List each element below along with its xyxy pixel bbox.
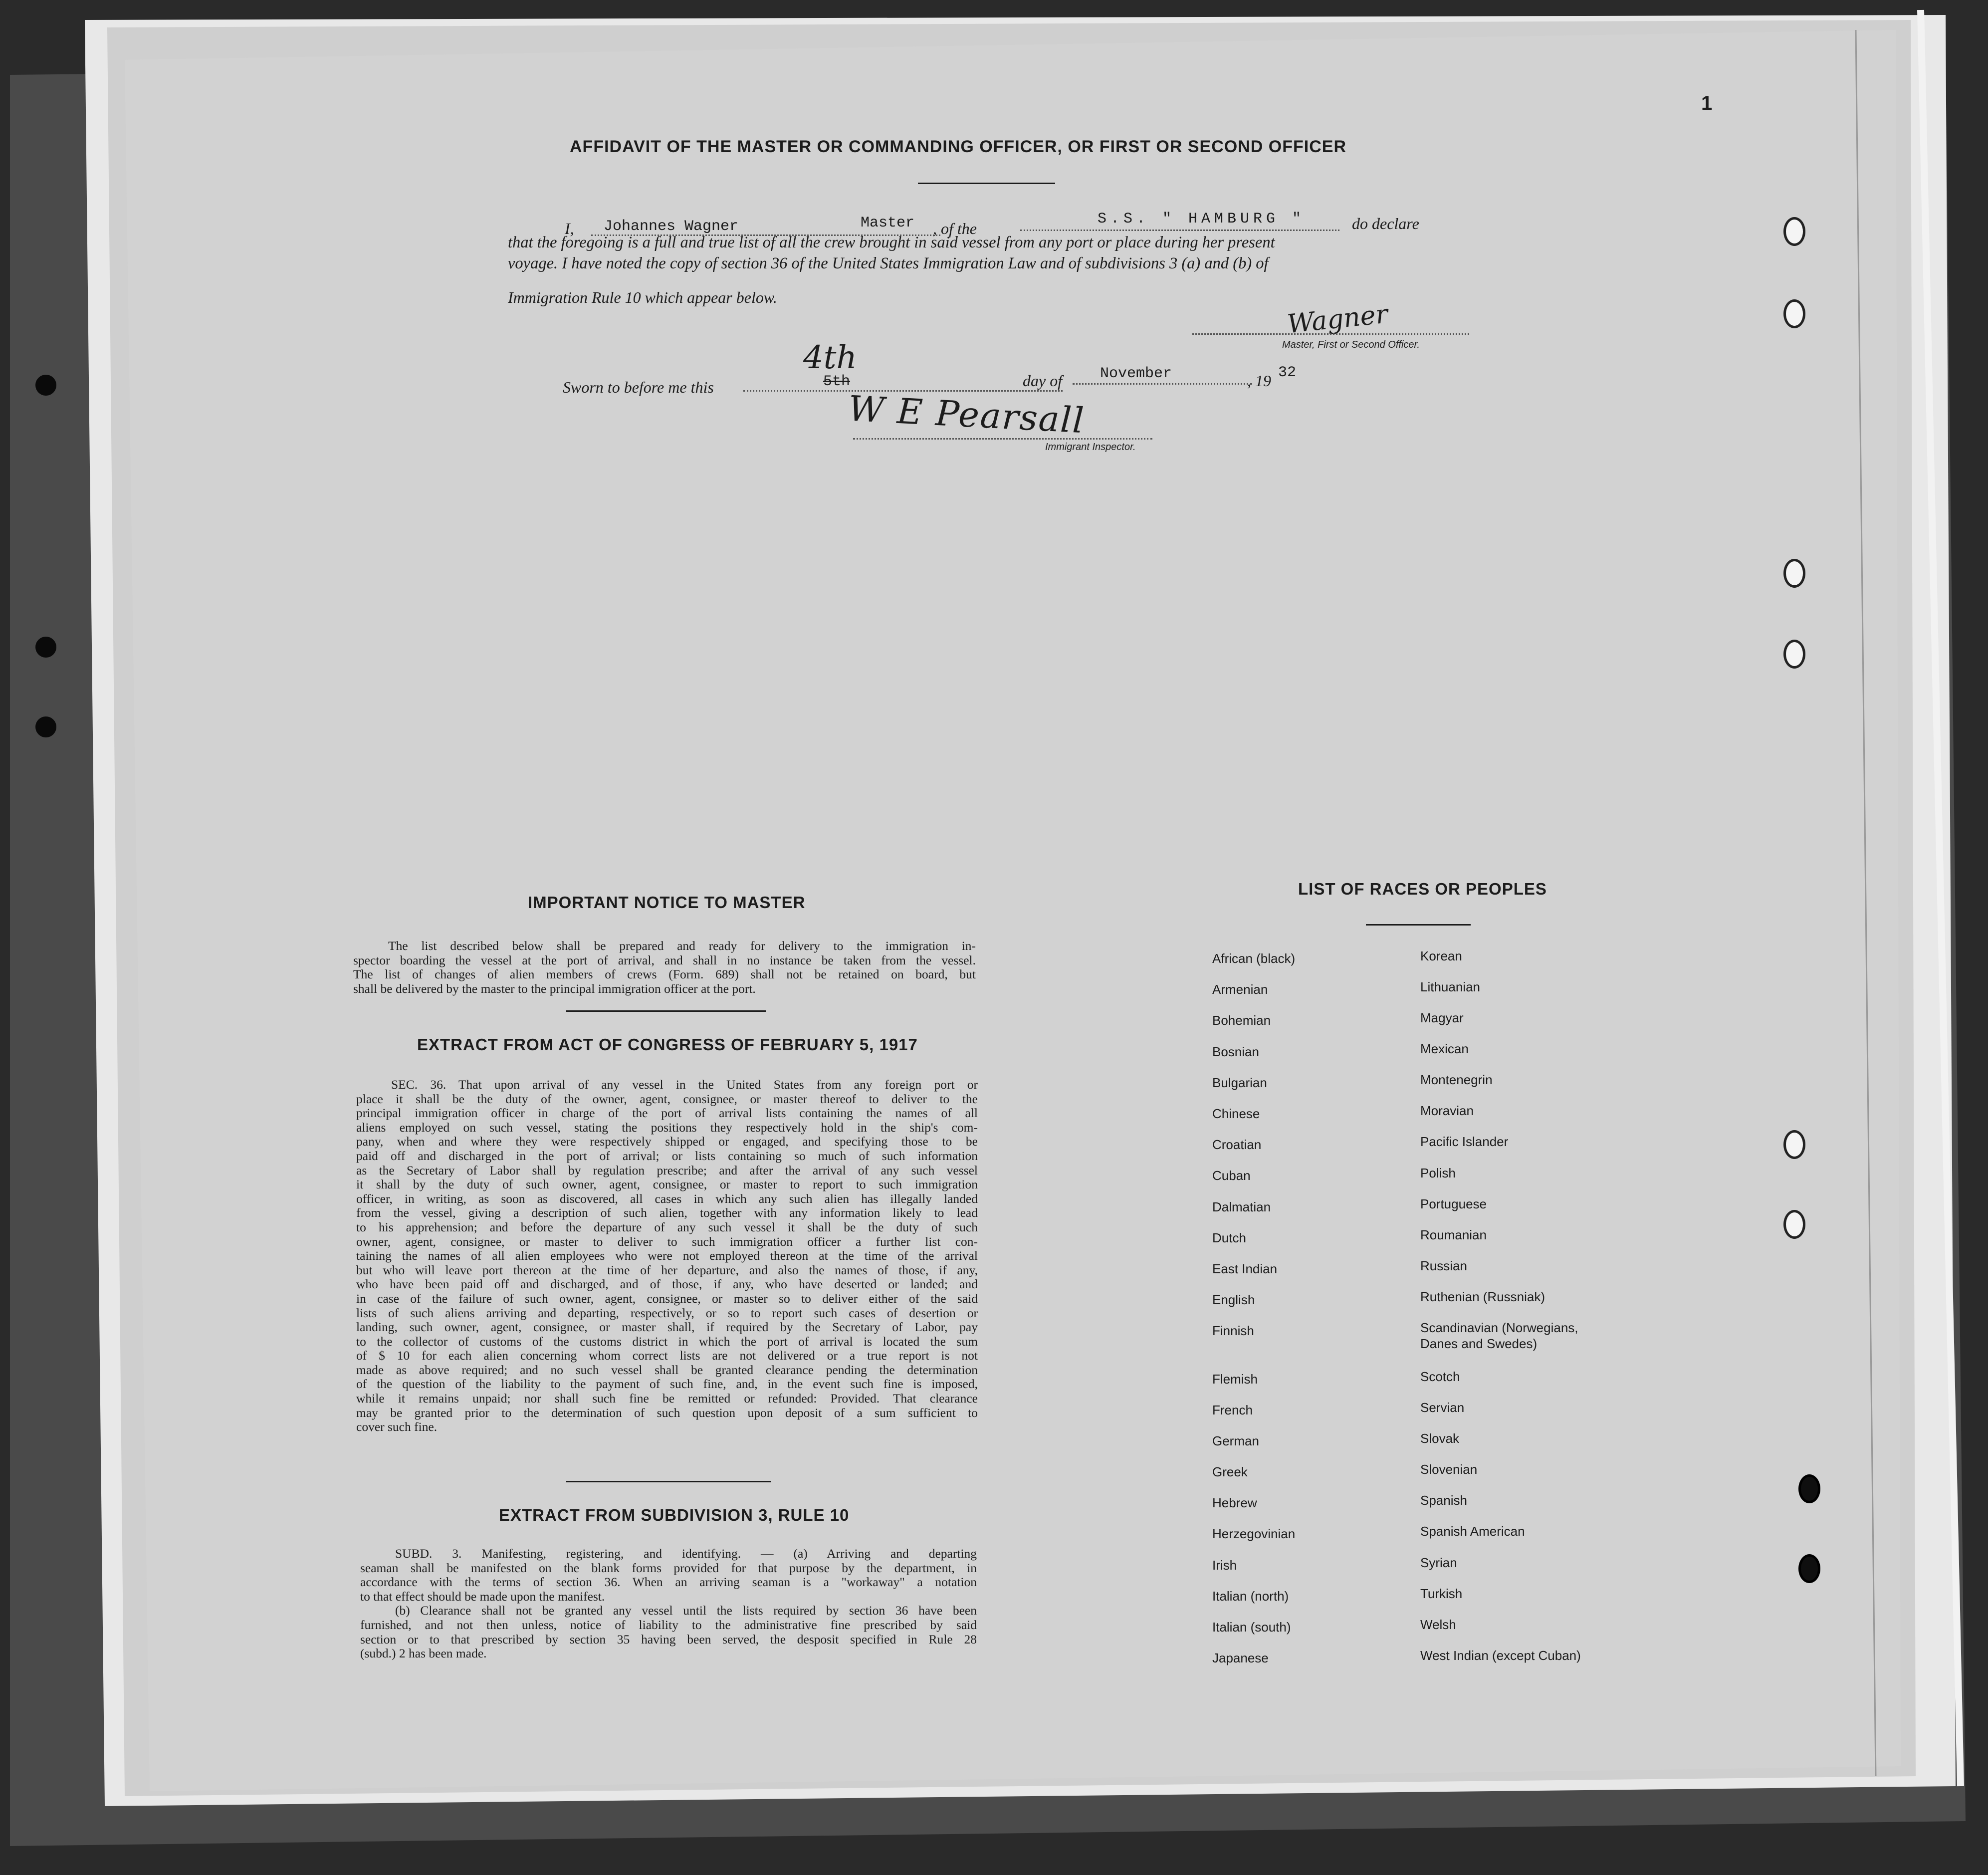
rule-line: accordance with the terms of section 36. When an arriving seaman is a "workaway" a notation <box>360 1575 977 1590</box>
act-line: to the collector of customs of the customs district in which the port of arrival is located the sum <box>356 1334 978 1349</box>
race-right: Scandinavian (Norwegians, Danes and Swedes) <box>1420 1320 1578 1351</box>
month-line <box>1073 383 1252 385</box>
punch-hole <box>1783 1130 1805 1159</box>
day-handwritten: 4th <box>803 339 857 376</box>
act-line: while it remains unpaid; nor shall such fine be remitted or refunded: Provided. That clearance <box>356 1391 978 1406</box>
notice-line: The list of changes of alien members of crews (Form. 689) shall not be retained on board, but <box>353 967 976 982</box>
punch-hole <box>1783 1210 1805 1239</box>
act-line: paid off and discharged in the port of arrival; or lists containing so much of such information <box>356 1148 978 1163</box>
act-line: from the vessel, giving a description of such alien, together with any information likely to lead <box>356 1205 978 1220</box>
act-line: aliens employed on such vessel, stating the positions they respectively hold in the ship's com- <box>356 1120 978 1135</box>
race-left: Dalmatian <box>1212 1199 1271 1214</box>
vessel-name: S.S. " HAMBURG " <box>1098 211 1306 228</box>
race-right: Pacific Islander <box>1420 1134 1509 1149</box>
notice-body <box>353 939 976 996</box>
race-left: Armenian <box>1212 982 1268 997</box>
rule-line: (subd.) 2 has been made. <box>360 1646 487 1661</box>
punch-hole <box>1798 1554 1820 1583</box>
act-line: landing, such owner, agent, consignee, or master shall, if required by the Secretary of Labor, pay <box>356 1320 978 1335</box>
divider <box>566 1481 771 1482</box>
race-right: Moravian <box>1420 1103 1474 1118</box>
act-line: pany, when and where they were respectively shipped or engaged, and specifying those to be <box>356 1134 978 1149</box>
race-right: Spanish <box>1420 1493 1467 1508</box>
race-right: Slovak <box>1420 1431 1460 1446</box>
race-right: West Indian (except Cuban) <box>1420 1648 1581 1663</box>
act-line: to his apprehension; and before the departure of any such vessel it shall be the duty of such <box>356 1219 978 1234</box>
race-right: Magyar <box>1420 1010 1464 1025</box>
rule-line: SUBD. 3. Manifesting, registering, and identifying. — (a) Arriving and departing <box>395 1546 977 1561</box>
race-left: Hebrew <box>1212 1495 1257 1510</box>
act-line: who have been paid off and discharged, and of those, if any, who have deserted or landed; and <box>356 1277 978 1292</box>
affidavit-line-4: Immigration Rule 10 which appear below. <box>508 288 777 306</box>
do-declare-text: do declare <box>1352 215 1419 233</box>
punch-hole <box>1798 1474 1820 1503</box>
affidavit-line-3: voyage. I have noted the copy of section 36 of the United States Immigration Law and of subdivisions 3 (a) and (b) of <box>508 254 1269 272</box>
act-line: as the Secretary of Labor shall by regulation prescribe; and after the arrival of any such vessel <box>356 1163 978 1177</box>
rule-line: (b) Clearance shall not be granted any vessel until the lists required by section 36 have been <box>395 1603 977 1618</box>
rule-line: furnished, and not then unless, notice of liability to the administrative fine prescribed by said <box>360 1617 977 1632</box>
race-left: Japanese <box>1212 1650 1269 1665</box>
race-left: Finnish <box>1212 1323 1254 1338</box>
race-left: East Indian <box>1212 1261 1278 1276</box>
race-right: Ruthenian (Russniak) <box>1420 1289 1546 1304</box>
master-name: Johannes Wagner <box>604 218 739 235</box>
race-right: Welsh <box>1420 1617 1456 1632</box>
rule-line: seaman shall be manifested on the blank forms provided for that purpose by the department, in <box>360 1560 977 1575</box>
race-left: Croatian <box>1212 1137 1262 1152</box>
binder-hole <box>32 713 59 740</box>
master-rank: Master <box>861 215 915 232</box>
act-line: cover such fine. <box>356 1419 438 1434</box>
race-left: Bosnian <box>1212 1044 1259 1059</box>
notice-line: The list described below shall be prepared and ready for delivery to the immigration in- <box>388 938 976 953</box>
rule-line: to that effect should be made upon the manifest. <box>360 1589 605 1604</box>
race-right: Slovenian <box>1420 1462 1478 1477</box>
race-left: Italian (north) <box>1212 1589 1289 1604</box>
act-line: SEC. 36. That upon arrival of any vessel in the United States from any foreign port or <box>391 1077 978 1092</box>
act-line: owner, agent, consignee, or master to deliver to such immigration officer a further list con- <box>356 1234 978 1249</box>
master-signature-line <box>1192 333 1469 335</box>
punch-hole <box>1783 217 1805 246</box>
year-suffix: 32 <box>1278 364 1297 381</box>
race-left: Dutch <box>1212 1230 1246 1245</box>
day-of-text: day of <box>1023 372 1063 390</box>
act-line: officer, in writing, as soon as discovered, all cases in which any such alien has illegally landed <box>356 1191 978 1206</box>
divider <box>1366 924 1471 926</box>
punch-hole <box>1783 299 1805 328</box>
race-left: Flemish <box>1212 1372 1258 1387</box>
page-number: 1 <box>1701 92 1713 114</box>
affidavit-pre-name: I, <box>565 220 574 237</box>
race-left: Irish <box>1212 1558 1237 1573</box>
race-right: Turkish <box>1420 1586 1463 1601</box>
races-title: LIST OF RACES OR PEOPLES <box>1298 880 1547 898</box>
race-right: Lithuanian <box>1420 979 1480 994</box>
act-line: made as above required; and no such vessel shall be granted clearance pending the determination <box>356 1362 978 1377</box>
master-caption: Master, First or Second Officer. <box>1282 339 1420 350</box>
race-right: Servian <box>1420 1400 1465 1415</box>
binder-hole <box>32 634 59 661</box>
rule-title: EXTRACT FROM SUBDIVISION 3, RULE 10 <box>499 1506 850 1524</box>
of-the-text: , of the <box>933 220 977 237</box>
divider <box>566 1010 766 1012</box>
race-left: Chinese <box>1212 1106 1260 1121</box>
act-line: it shall by the duty of such owner, agent, consignee, or master to report to such immigration <box>356 1177 978 1192</box>
act-line: of the question of the liability to the payment of such fine, and, in the event such fine is imposed, <box>356 1377 978 1392</box>
act-line: may be granted prior to the determination of such question upon deposit of a sum sufficient to <box>356 1405 978 1420</box>
act-line: of $ 10 for each alien concerning whom correct lists are not delivered or a true report is not <box>356 1348 978 1363</box>
punch-hole <box>1783 559 1805 588</box>
month: November <box>1100 365 1172 382</box>
race-right: Polish <box>1420 1166 1456 1180</box>
master-signature: Wagner <box>1286 299 1389 340</box>
sworn-prefix: Sworn to before me this <box>563 378 714 396</box>
race-right: Scotch <box>1420 1369 1460 1384</box>
race-left: Bulgarian <box>1212 1075 1267 1090</box>
vessel-line <box>1020 230 1339 231</box>
punch-hole <box>1783 640 1805 669</box>
notice-title: IMPORTANT NOTICE TO MASTER <box>528 893 806 912</box>
act-line: in case of the failure of such owner, agent, consignee, or master so to deliver either of the said <box>356 1291 978 1306</box>
act-line: place it shall be the duty of the owner, agent, consignee, or master thereof to deliver to the <box>356 1091 978 1106</box>
race-right: Portuguese <box>1420 1196 1487 1211</box>
year-prefix: , 19 <box>1247 372 1271 390</box>
rule-line: section or to that prescribed by section 35 having been served, the desposit specified in Rule 28 <box>360 1632 977 1646</box>
race-right: Mexican <box>1420 1041 1469 1056</box>
race-left: African (black) <box>1212 951 1296 966</box>
notice-line: spector boarding the vessel at the port of arrival, and shall in no instance be taken from the vessel. <box>353 952 976 967</box>
binder-hole <box>32 372 59 399</box>
act-title: EXTRACT FROM ACT OF CONGRESS OF FEBRUARY 5, 1917 <box>417 1035 918 1054</box>
inspector-line <box>853 438 1152 440</box>
race-right: Spanish American <box>1420 1524 1525 1539</box>
act-line: taining the names of all alien employees who were not employed thereon at the time of the arrival <box>356 1248 978 1263</box>
title-underline <box>918 183 1055 184</box>
act-line: principal immigration officer in charge of the port of arrival lists containing the names of all <box>356 1106 978 1121</box>
race-right: Syrian <box>1420 1555 1457 1570</box>
day-typed: 5th <box>823 373 851 390</box>
rule-body <box>360 1547 977 1661</box>
race-left: Cuban <box>1212 1168 1251 1183</box>
race-right: Roumanian <box>1420 1227 1487 1242</box>
inspector-signature: W E Pearsall <box>847 388 1086 442</box>
notice-line: shall be delivered by the master to the principal immigration officer at the port. <box>353 981 756 996</box>
race-left: Herzegovinian <box>1212 1526 1296 1541</box>
race-right: Korean <box>1420 948 1462 963</box>
affidavit-title: AFFIDAVIT OF THE MASTER OR COMMANDING OFFICER, OR FIRST OR SECOND OFFICER <box>570 137 1346 156</box>
race-left: Italian (south) <box>1212 1620 1291 1635</box>
race-left: French <box>1212 1403 1253 1417</box>
race-right: Russian <box>1420 1258 1467 1273</box>
race-left: Greek <box>1212 1464 1248 1479</box>
race-left: English <box>1212 1292 1255 1307</box>
race-right: Montenegrin <box>1420 1072 1493 1087</box>
inspector-caption: Immigrant Inspector. <box>1045 442 1136 453</box>
act-body <box>356 1078 978 1434</box>
act-line: but who will leave port thereon at the time of her departure, and also the names of those, if any, <box>356 1262 978 1277</box>
act-line: lists of such aliens arriving and departing, respectively, or so to report such cases of desertion or <box>356 1305 978 1320</box>
race-left: German <box>1212 1433 1259 1448</box>
affidavit-line-2: that the foregoing is a full and true list of all the crew brought in said vessel from any port or place during her present <box>508 234 1275 251</box>
race-left: Bohemian <box>1212 1013 1271 1028</box>
